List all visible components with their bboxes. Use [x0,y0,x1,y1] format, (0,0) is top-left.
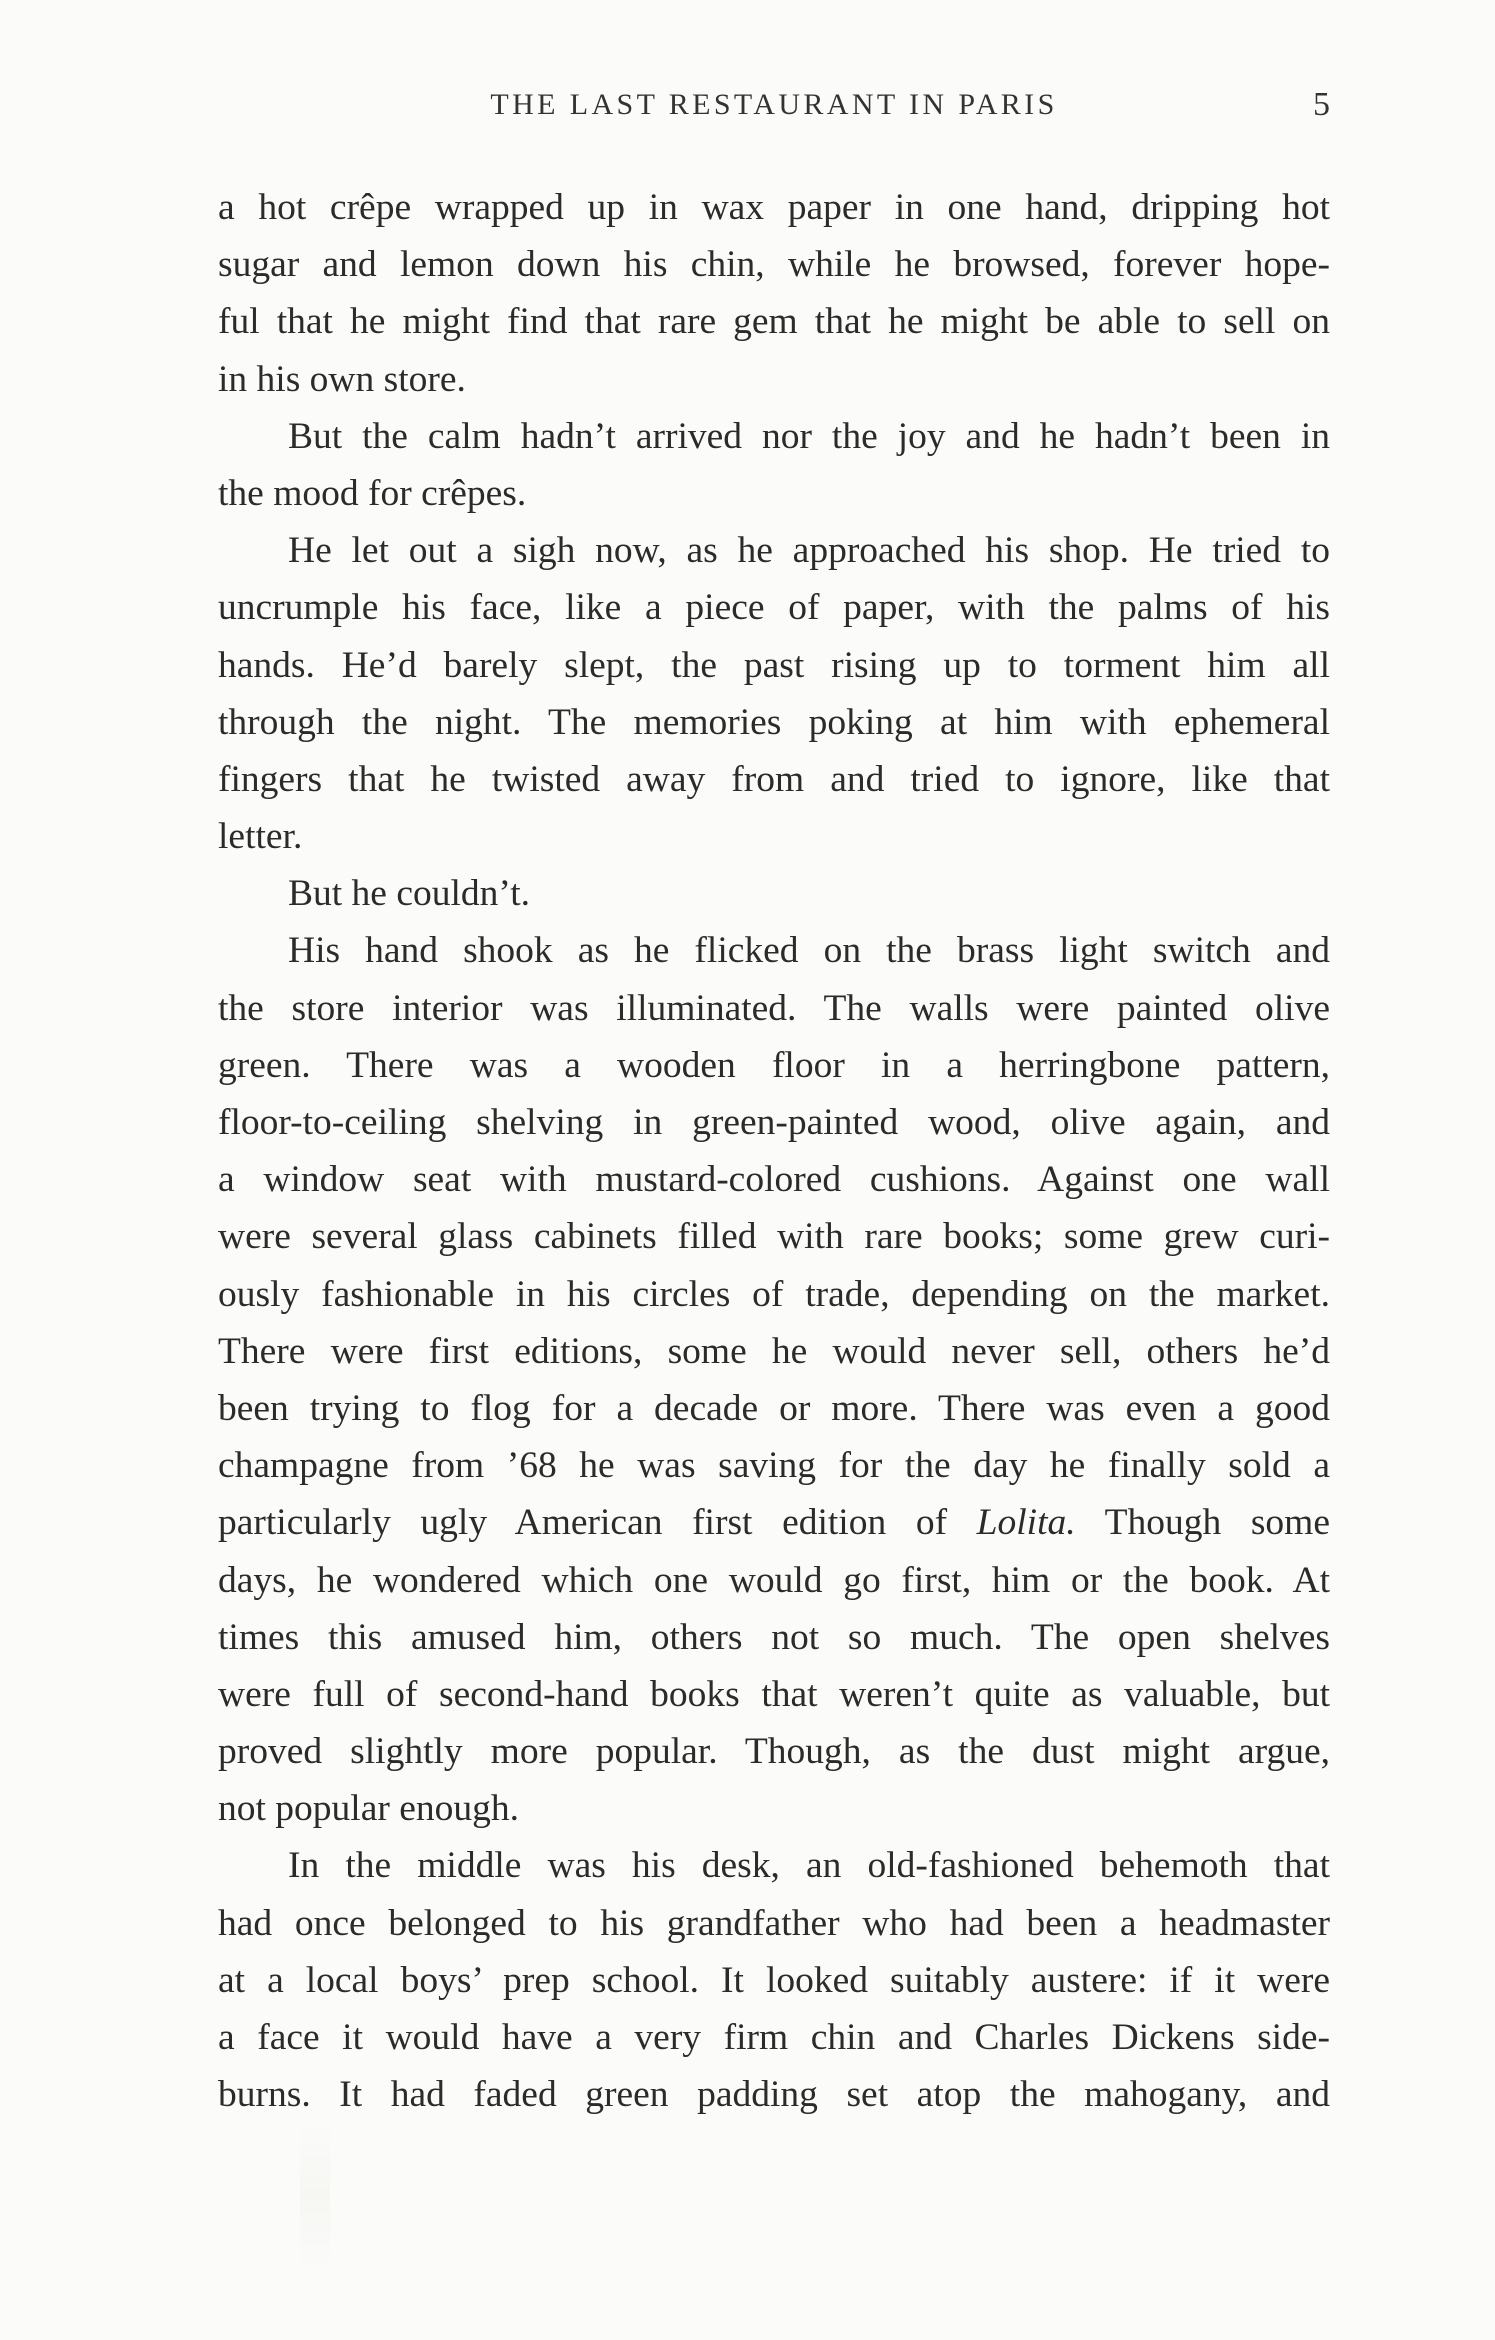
text-line: been trying to flog for a decade or more. There was even a good [218,1387,1330,1429]
line-text-after: Though some [1075,1502,1330,1544]
text-line: But he couldn’t. [288,873,530,915]
text-line: He let out a sigh now, as he approached his shop. He tried to [288,530,1330,572]
text-line: the store interior was illuminated. The walls were painted olive [218,987,1330,1029]
text-line: champagne from ’68 he was saving for the day he finally sold a [218,1445,1330,1487]
running-title: THE LAST RESTAURANT IN PARIS [490,88,1058,121]
text-line: letter. [218,816,303,858]
text-line: ously fashionable in his circles of trade, depending on the market. [218,1273,1330,1315]
text-line: a window seat with mustard-colored cushions. Against one wall [218,1159,1330,1201]
text-line: floor-to-ceiling shelving in green-painted wood, olive again, and [218,1102,1330,1143]
book-title-italic: Lolita. [976,1502,1076,1544]
text-line: were several glass cabinets filled with rare books; some grew curi- [218,1216,1330,1258]
text-line: sugar and lemon down his chin, while he browsed, forever hope- [218,244,1330,286]
text-line: had once belonged to his grandfather who had been a headmaster [218,1902,1330,1944]
scan-smudge [300,2120,330,2270]
line-text-before: particularly ugly American first edition of [218,1502,977,1544]
text-line: uncrumple his face, like a piece of paper, with the palms of his [218,587,1330,629]
page-number: 5 [1313,86,1330,123]
text-line: times this amused him, others not so much. The open shelves [218,1616,1330,1658]
text-line: fingers that he twisted away from and tried to ignore, like that [218,758,1330,800]
text-line: the mood for crêpes. [218,472,527,514]
text-line: a hot crêpe wrapped up in wax paper in one hand, dripping hot [218,187,1330,228]
body-text [218,179,1330,2123]
text-line: hands. He’d barely slept, the past rising up to torment him all [218,644,1330,686]
text-line: There were first editions, some he would never sell, others he’d [218,1330,1330,1372]
text-line: ful that he might find that rare gem that he might be able to sell on [218,301,1330,343]
text-line: proved slightly more popular. Though, as the dust might argue, [218,1731,1330,1773]
text-line: at a local boys’ prep school. It looked suitably austere: if it were [218,1959,1330,2001]
text-line: a face it would have a very firm chin and Charles Dickens side- [218,2017,1330,2058]
text-line: were full of second-hand books that weren’t quite as valuable, but [218,1673,1330,1715]
running-head [218,88,1330,138]
text-line: His hand shook as he flicked on the brass light switch and [288,930,1330,972]
text-line: green. There was a wooden floor in a herringbone pattern, [218,1044,1330,1086]
text-line: burns. It had faded green padding set atop the mahogany, and [218,2074,1330,2116]
text-line: in his own store. [218,358,466,400]
text-line: through the night. The memories poking at him with ephemeral [218,701,1330,743]
text-line: But the calm hadn’t arrived nor the joy and he hadn’t been in [288,415,1330,457]
text-line: not popular enough. [218,1788,519,1830]
text-line-with-italic [218,1494,1330,1551]
text-line: days, he wondered which one would go first, him or the book. At [218,1559,1330,1601]
text-line: In the middle was his desk, an old-fashioned behemoth that [288,1845,1330,1887]
